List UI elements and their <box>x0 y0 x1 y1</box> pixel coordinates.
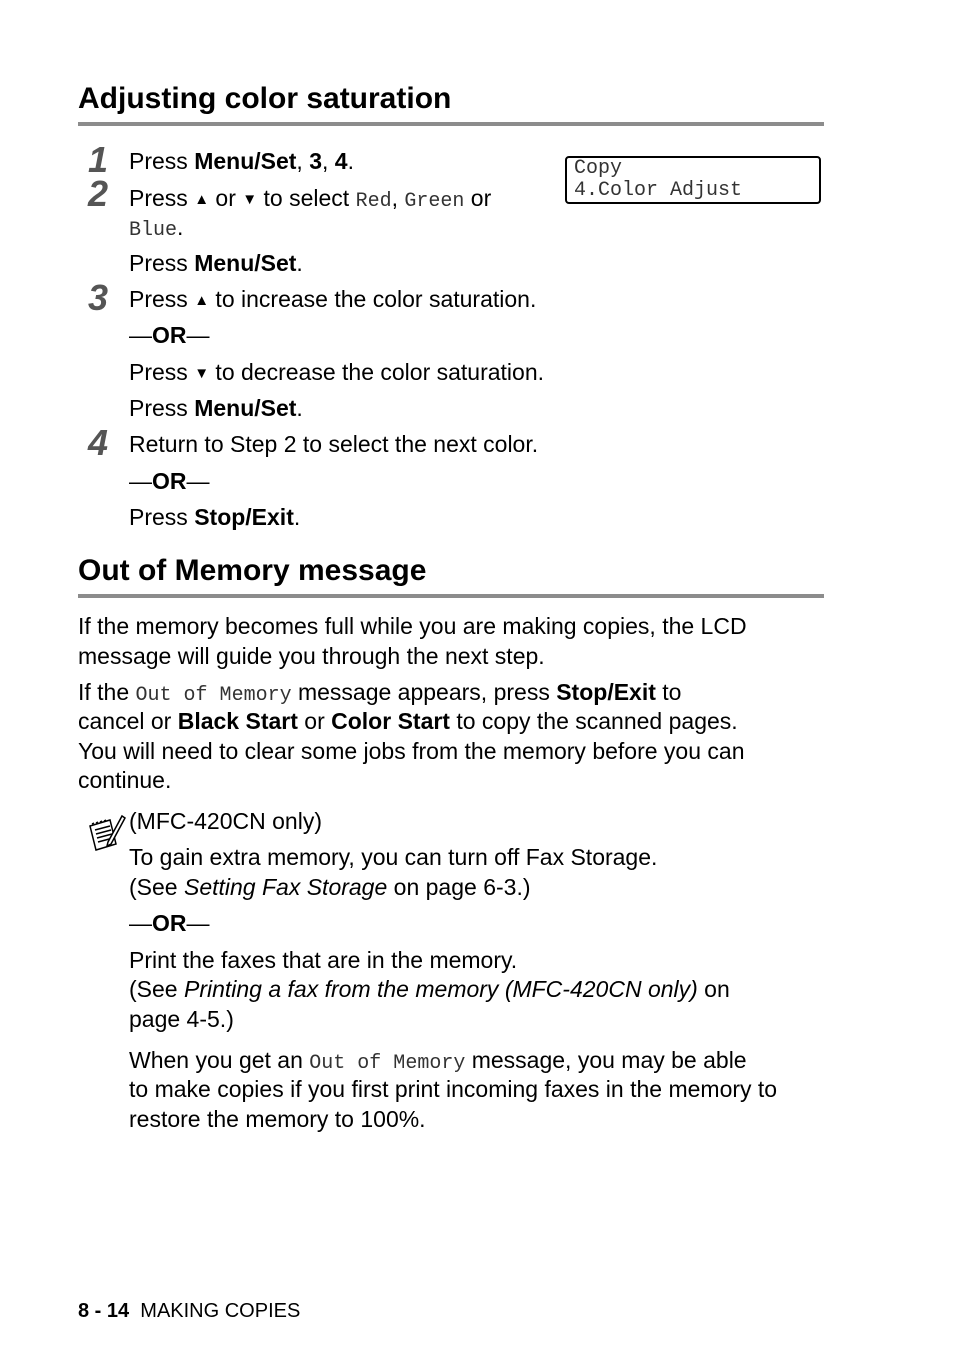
key-stop-exit: Stop/Exit <box>194 504 294 530</box>
text: to decrease the color saturation. <box>209 359 545 385</box>
text: message, you may be able <box>465 1047 747 1073</box>
key-3: 3 <box>309 148 322 174</box>
text: message appears, press <box>291 679 557 705</box>
down-arrow-icon: ▼ <box>242 191 258 208</box>
text: If the <box>78 679 136 705</box>
page-number: 8 - 14 <box>78 1300 130 1322</box>
step-2-text <box>129 184 491 216</box>
down-arrow-icon: ▼ <box>194 365 210 382</box>
paragraph-1-line-1: If the memory becomes full while you are making copies, the LCD <box>78 613 747 639</box>
paragraph-2-line-3: You will need to clear some jobs from the memory before you can <box>78 738 745 764</box>
section-title-out-of-memory: Out of Memory message <box>78 554 824 598</box>
lcd-line-2: 4.Color Adjust <box>574 179 743 202</box>
lcd-message: Out of Memory <box>135 684 292 707</box>
text: When you get an <box>129 1047 310 1073</box>
step-3-press <box>129 394 303 423</box>
page-footer <box>78 1300 300 1323</box>
text: Press <box>129 185 195 211</box>
text: or <box>297 708 332 734</box>
or-label: OR <box>152 468 187 494</box>
text: . <box>296 250 303 276</box>
lcd-display <box>565 156 821 204</box>
text: . <box>177 214 184 240</box>
cross-reference: Printing a fax from the memory (MFC-420CN only) <box>183 976 698 1002</box>
text: or <box>209 185 243 211</box>
text: on <box>697 976 730 1002</box>
step-3-alt <box>129 358 544 388</box>
note-line-4 <box>129 975 730 1004</box>
note-line-8: restore the memory to 100%. <box>129 1106 426 1132</box>
or-separator: —OR— <box>129 322 210 348</box>
step-number-4: 4 <box>88 422 109 463</box>
key-menu-set: Menu/Set <box>194 395 297 421</box>
up-arrow-icon: ▲ <box>194 292 210 309</box>
step-4-press <box>129 503 300 532</box>
or-label: OR <box>152 910 187 936</box>
note-line-3: Print the faxes that are in the memory. <box>129 947 518 973</box>
text: to <box>655 679 682 705</box>
cross-reference: Setting Fax Storage <box>183 874 388 900</box>
option-green: Green <box>404 190 465 213</box>
paragraph-2-line-4: continue. <box>78 767 172 793</box>
text: to copy the scanned pages. <box>449 708 738 734</box>
note-pad-icon <box>86 812 126 854</box>
lcd-message: Out of Memory <box>309 1052 466 1075</box>
key-4: 4 <box>334 148 348 174</box>
text: . <box>347 148 354 174</box>
note-line-7: to make copies if you first print incoming faxes in the memory to <box>129 1076 778 1102</box>
text: Press <box>129 250 195 276</box>
text: Press <box>129 504 195 530</box>
text: , <box>391 185 405 211</box>
key-black-start: Black Start <box>177 708 298 734</box>
note-line-6 <box>129 1046 747 1078</box>
chapter-title: MAKING COPIES <box>140 1300 301 1322</box>
text: or <box>464 185 492 211</box>
text: Press <box>129 148 195 174</box>
option-blue: Blue <box>129 219 178 242</box>
paragraph-2-line-1 <box>78 678 681 710</box>
step-number-1: 1 <box>88 139 109 180</box>
step-2-text-cont <box>129 213 183 245</box>
step-3-text <box>129 285 536 315</box>
note-line-1: To gain extra memory, you can turn off Fax Storage. <box>129 844 658 870</box>
text: , <box>322 148 335 174</box>
step-number-3: 3 <box>88 277 109 318</box>
step-2-press <box>129 249 303 278</box>
or-separator: —OR— <box>129 468 210 494</box>
option-red: Red <box>355 190 392 213</box>
text: . <box>296 395 303 421</box>
text: (See <box>129 874 184 900</box>
step-4-text: Return to Step 2 to select the next color. <box>129 431 539 457</box>
text: on page 6-3.) <box>387 874 531 900</box>
note-model: (MFC-420CN only) <box>129 808 322 834</box>
key-menu-set: Menu/Set <box>194 148 297 174</box>
step-1-text <box>129 147 354 176</box>
text: , <box>296 148 310 174</box>
text: Press <box>129 286 195 312</box>
or-separator: —OR— <box>129 910 210 936</box>
up-arrow-icon: ▲ <box>194 191 210 208</box>
or-label: OR <box>152 322 187 348</box>
key-color-start: Color Start <box>331 708 450 734</box>
lcd-line-1: Copy <box>574 157 623 180</box>
text: to select <box>257 185 356 211</box>
note-line-5: page 4-5.) <box>129 1006 234 1032</box>
text: to increase the color saturation. <box>209 286 537 312</box>
text: Press <box>129 395 195 421</box>
section-title-color-saturation: Adjusting color saturation <box>78 82 824 126</box>
text: Press <box>129 359 195 385</box>
key-menu-set: Menu/Set <box>194 250 297 276</box>
text: cancel or <box>78 708 178 734</box>
key-stop-exit: Stop/Exit <box>556 679 656 705</box>
text: (See <box>129 976 184 1002</box>
paragraph-2-line-2 <box>78 707 738 736</box>
step-number-2: 2 <box>88 173 109 214</box>
note-line-2 <box>129 873 531 902</box>
text: . <box>293 504 301 530</box>
paragraph-1-line-2: message will guide you through the next step. <box>78 643 545 669</box>
